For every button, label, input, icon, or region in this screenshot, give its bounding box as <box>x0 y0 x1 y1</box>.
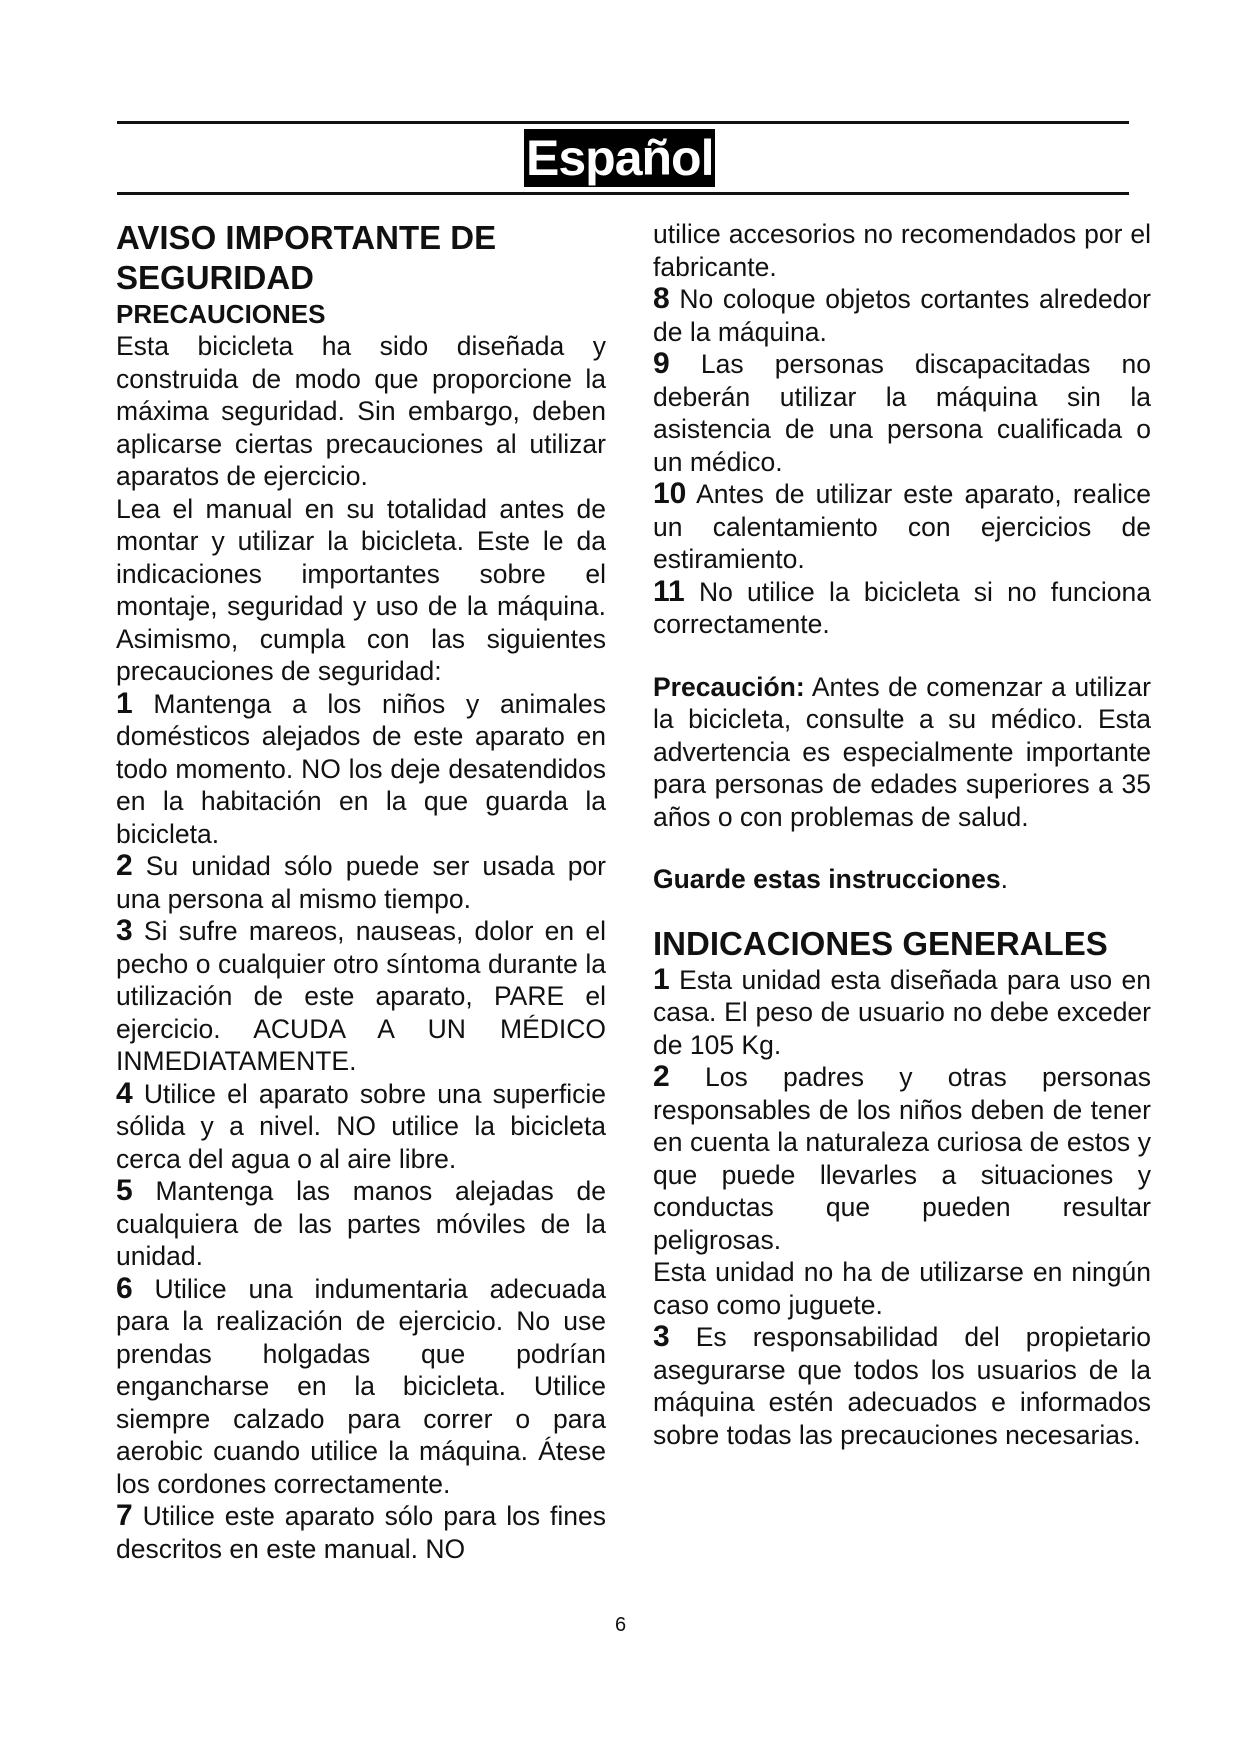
list-item: 6 Utilice una indumentaria adecuada para la realización de ejercicio. No use prendas holgadas que podrían engancharse en la bicicleta. Utilice siempre calzado para correr o para aerobic cuando utilice la máquina. Átese los cordones correctamente. <box>116 1271 606 1499</box>
list-item-extra: Esta unidad no ha de utilizarse en ningún caso como juguete. <box>653 1257 1151 1320</box>
list-item: 10 Antes de utilizar este aparato, realice un calentamiento con ejercicios de estiramiento. <box>653 477 1151 574</box>
right-column <box>653 218 1151 1451</box>
list-item: 8 No coloque objetos cortantes alrededor de la máquina. <box>653 282 1151 347</box>
list-item: 11 No utilice la bicicleta si no funciona correctamente. <box>653 574 1151 639</box>
list-item: 1 Esta unidad esta diseñada para uso en casa. El peso de usuario no debe exceder de 105 Kg. <box>653 962 1151 1060</box>
list-item: 2 Los padres y otras personas responsables de los niños deben de tener en cuenta la naturaleza curiosa de estos y que puede llevarles a situaciones y conductas que pueden resultar peligrosas. <box>653 1060 1151 1255</box>
page-number: 6 <box>614 1614 627 1636</box>
list-item: 9 Las personas discapacitadas no deberán utilizar la máquina sin la asistencia de una persona cualificada o un médico. <box>653 347 1151 477</box>
keep-instructions: Guarde estas instrucciones. <box>653 864 1008 894</box>
intro-paragraph-2: Lea el manual en su totalidad antes de montar y utilizar la bicicleta. Este le da indicaciones importantes sobre el montaje, seguridad y uso de la máquina. Asimismo, cumpla con las siguientes precauciones de seguridad: <box>116 493 606 686</box>
language-title: Español <box>526 130 714 186</box>
list-item: 1 Mantenga a los niños y animales domésticos alejados de este aparato en todo momento. NO los deje desatendidos en la habitación en la que guarda la bicicleta. <box>116 686 606 849</box>
safety-heading: AVISO IMPORTANTE DE SEGURIDAD <box>116 219 497 296</box>
bottom-rule <box>117 192 1129 195</box>
list-item: 5 Mantenga las manos alejadas de cualquiera de las partes móviles de la unidad. <box>116 1174 607 1271</box>
top-rule <box>117 121 1129 124</box>
continuation-text: utilice accesorios no recomendados por el fabricante. <box>653 219 1151 282</box>
caution-paragraph: Precaución: Antes de comenzar a utilizar la bicicleta, consulte a su médico. Esta advertencia es especialmente importante para personas de edades superiores a 35 años o con problemas de salud. <box>653 671 1151 832</box>
list-item: 3 Es responsabilidad del propietario asegurarse que todos los usuarios de la máquina estén adecuados e informados sobre todas las precauciones necesarias. <box>653 1320 1151 1450</box>
list-item: 2 Su unidad sólo puede ser usada por una persona al mismo tiempo. <box>116 849 606 914</box>
left-column <box>116 218 606 1565</box>
list-item: 4 Utilice el aparato sobre una superficie sólida y a nivel. NO utilice la bicicleta cerca del agua o al aire libre. <box>116 1076 606 1174</box>
general-heading: INDICACIONES GENERALES <box>653 924 1108 962</box>
list-item: 3 Si sufre mareos, nauseas, dolor en el pecho o cualquier otro síntoma durante la utilización de este aparato, PARE el ejercicio. ACUDA A UN MÉDICO INMEDIATAMENTE. <box>116 914 606 1076</box>
precautions-subheading: PRECAUCIONES <box>116 299 326 329</box>
intro-paragraph: Esta bicicleta ha sido diseñada y construida de modo que proporcione la máxima seguridad. Sin embargo, deben aplicarse ciertas precauciones al utilizar aparatos de ejercicio. <box>116 331 606 491</box>
list-item: 7 Utilice este aparato sólo para los fines descritos en este manual. NO <box>116 1499 607 1564</box>
